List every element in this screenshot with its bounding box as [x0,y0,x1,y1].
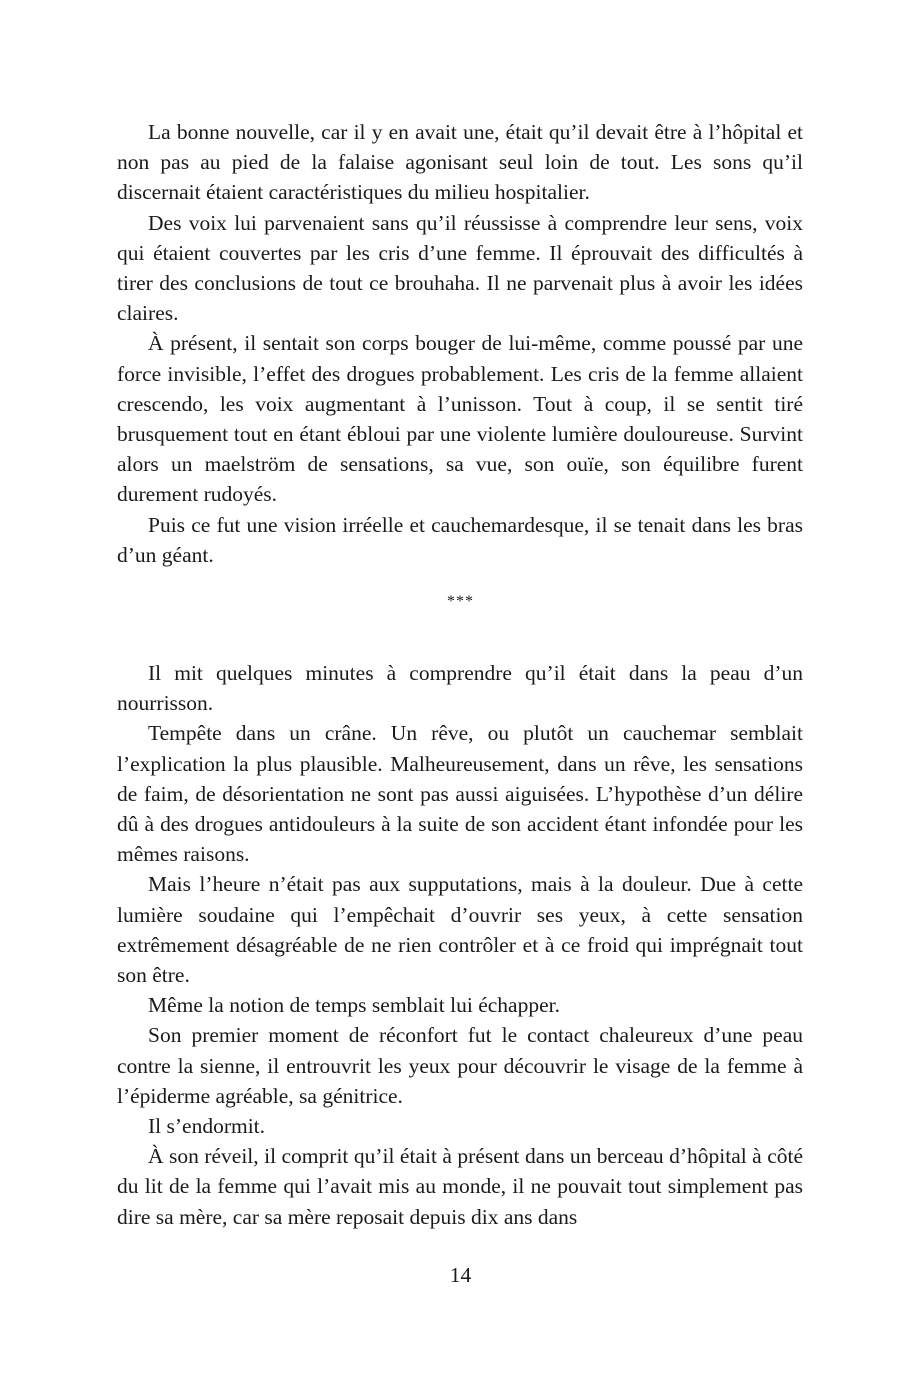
paragraph: Il s’endormit. [148,1114,266,1139]
section-separator: *** [447,593,474,610]
paragraph: Tempête dans un crâne. Un rêve, ou plutôt un cauchemar semblait l’explication la plus plausible. Malheureusement, dans un rêve, les sensations de faim, de désorientation ne sont pas aussi aiguisées. L’hypothèse d’un délire dû à des drogues antidouleurs à la suite de son accident étant infondée pour les mêmes raisons. [117,721,803,867]
paragraph: À son réveil, il comprit qu’il était à présent dans un berceau d’hôpital à côté du lit de la femme qui l’avait mis au monde, il ne pouvait tout simplement pas dire sa mère, car sa mère reposait depuis dix ans dans [117,1144,803,1229]
paragraph: Son premier moment de réconfort fut le contact chaleureux d’une peau contre la sienne, il entrouvrit les yeux pour découvrir le visage de la femme à l’épiderme agréable, sa génitrice. [117,1023,803,1108]
paragraph: La bonne nouvelle, car il y en avait une, était qu’il devait être à l’hôpital et non pas au pied de la falaise agonisant seul loin de tout. Les sons qu’il discernait étaient caractéristiques du milieu hospitalier. [117,120,803,205]
paragraph: Puis ce fut une vision irréelle et cauchemardesque, il se tenait dans les bras d’un géant. [117,512,803,567]
text-section-2 [117,658,803,1232]
text-section-1 [117,117,803,570]
paragraph: À présent, il sentait son corps bouger de lui-même, comme poussé par une force invisible, l’effet des drogues probablement. Les cris de la femme allaient crescendo, les voix augmentant à l’unisson. Tout à coup, il se sentit tiré brusquement tout en étant ébloui par une violente lumière douloureuse. Survint alors un maelström de sensations, sa vue, son ouïe, son équilibre furent durement rudoyés. [117,331,803,507]
paragraph: Mais l’heure n’était pas aux supputations, mais à la douleur. Due à cette lumière soudaine qui l’empêchait d’ouvrir ses yeux, à cette sensation extrêmement désagréable de ne rien contrôler et à ce froid qui imprégnait tout son être. [117,872,803,988]
paragraph: Il mit quelques minutes à comprendre qu’il était dans la peau d’un nourrisson. [117,661,803,716]
paragraph: Même la notion de temps semblait lui échapper. [148,993,560,1018]
page-number: 14 [449,1263,472,1287]
paragraph: Des voix lui parvenaient sans qu’il réussisse à comprendre leur sens, voix qui étaient couvertes par les cris d’une femme. Il éprouvait des difficultés à tirer des conclusions de tout ce brouhaha. Il ne parvenait plus à avoir les idées claires. [117,210,803,326]
